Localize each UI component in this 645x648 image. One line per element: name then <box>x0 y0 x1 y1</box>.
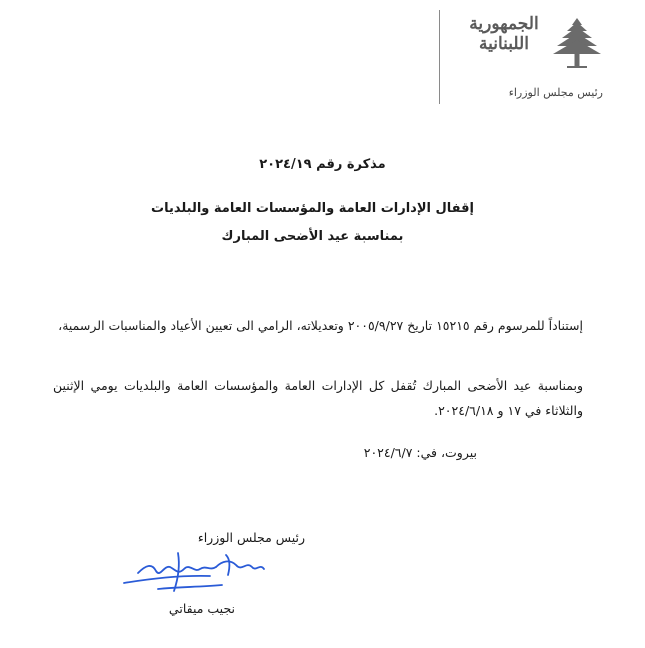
body-paragraph-2: وبمناسبة عيد الأضحى المبارك تُقفل كل الإدارات العامة والمؤسسات العامة والبلديات يومي الإثنين والثلاثاء في ١٧ و ٢٠٢٤/٦/١٨. <box>53 378 583 418</box>
cedar-emblem-icon <box>549 16 605 72</box>
republic-title <box>459 14 549 54</box>
signatory-name: نجيب ميقاتي <box>168 601 235 616</box>
memo-number: مذكرة رقم ٢٠٢٤/١٩ <box>259 157 386 172</box>
date-line: بيروت، في: ٢٠٢٤/٦/٧ <box>363 445 477 460</box>
republic-title-line1: الجمهورية <box>469 14 539 34</box>
office-label: رئيس مجلس الوزراء <box>508 86 603 99</box>
body-paragraph-1: إستناداً للمرسوم رقم ١٥٢١٥ تاريخ ٢٠٠٥/٩/٢٧ وتعديلاته، الرامي الى تعيين الأعياد والمناسبات الرسمية، <box>58 318 583 333</box>
memo-subject-line2: بمناسبة عيد الأضحى المبارك <box>221 229 404 244</box>
signatory-title: رئيس مجلس الوزراء <box>197 530 305 545</box>
handwritten-signature <box>118 545 268 595</box>
letterhead-divider <box>439 10 440 104</box>
republic-title-line2: اللبنانية <box>479 34 529 54</box>
memo-subject-line1: إقفال الإدارات العامة والمؤسسات العامة والبلديات <box>151 201 474 216</box>
